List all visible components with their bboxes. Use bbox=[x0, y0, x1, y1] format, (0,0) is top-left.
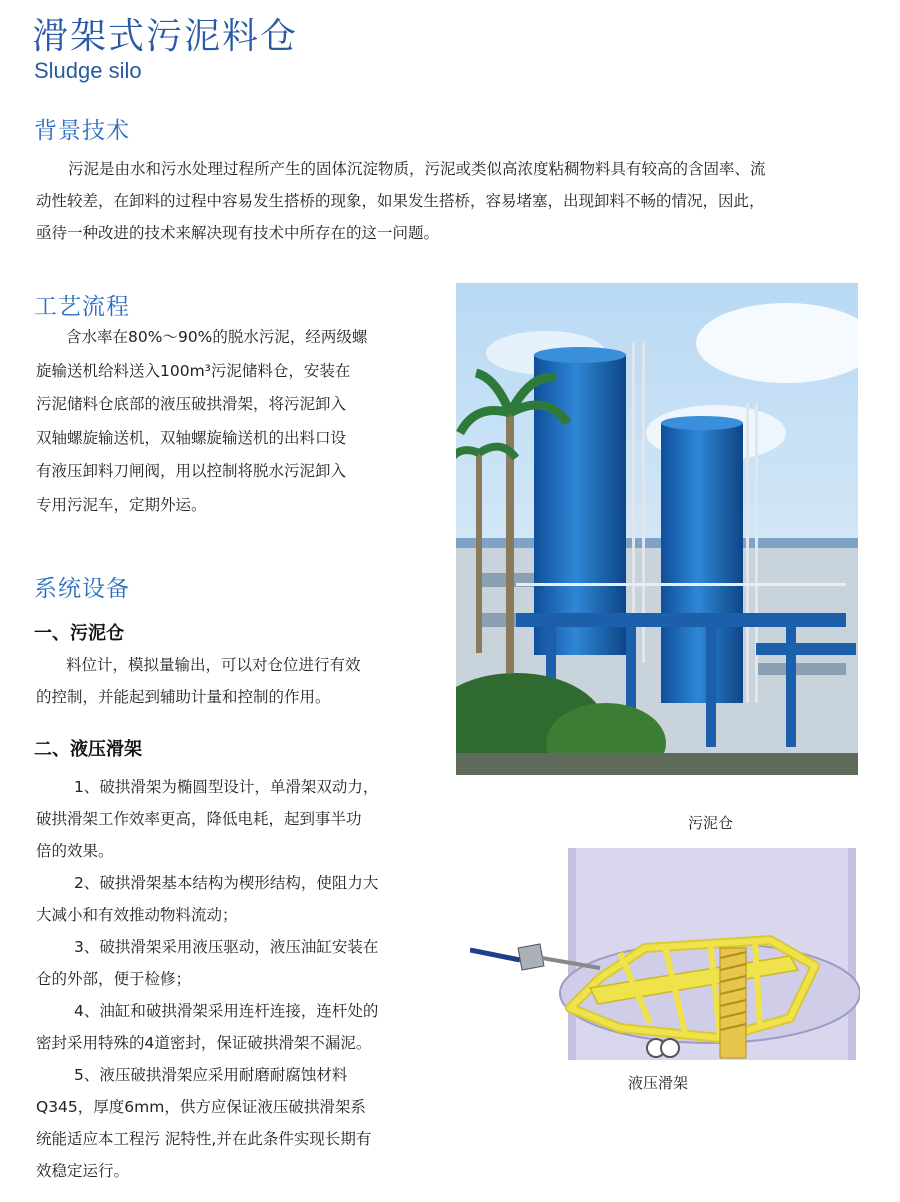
slide-line: 密封采用特殊的4道密封，保证破拱滑架不漏泥。 bbox=[36, 1034, 372, 1052]
slide-line: 5、液压破拱滑架应采用耐磨耐腐蚀材料 bbox=[74, 1066, 348, 1084]
slide-line: 仓的外部，便于检修； bbox=[36, 970, 192, 988]
photo-caption: 污泥仓 bbox=[688, 814, 734, 832]
slide-line: 破拱滑架工作效率更高，降低电耗，起到事半功 bbox=[36, 810, 362, 828]
background-line: 动性较差，在卸料的过程中容易发生搭桥的现象，如果发生搭桥，容易堵塞，出现卸料不畅的情况，因此， bbox=[36, 192, 765, 210]
background-paragraph bbox=[36, 153, 878, 249]
background-line: 亟待一种改进的技术来解决现有技术中所存在的这一问题。 bbox=[36, 224, 440, 242]
process-line: 双轴螺旋输送机，双轴螺旋输送机的出料口设 bbox=[36, 428, 347, 447]
background-line: 污泥是由水和污水处理过程所产生的固体沉淀物质，污泥或类似高浓度粘稠物料具有较高的含固率、流 bbox=[68, 160, 766, 178]
slide-paragraph bbox=[36, 771, 456, 1187]
process-line: 含水率在80%～90%的脱水污泥，经两级螺 bbox=[66, 328, 368, 346]
process-paragraph bbox=[36, 321, 436, 522]
slide-line: 4、油缸和破拱滑架采用连杆连接，连杆处的 bbox=[74, 1002, 379, 1020]
slide-line: 倍的效果。 bbox=[36, 842, 114, 860]
equipment-heading: 系统设备 bbox=[34, 576, 130, 602]
slide-line: Q345，厚度6mm，供方应保证液压破拱滑架系 bbox=[36, 1098, 366, 1116]
hydraulic-slide-diagram bbox=[470, 848, 860, 1060]
slide-line: 大减小和有效推动物料流动； bbox=[36, 906, 238, 924]
page-title: 滑架式污泥料仓 bbox=[32, 16, 299, 57]
slide-line: 效稳定运行。 bbox=[36, 1162, 130, 1180]
silo-heading: 一、污泥仓 bbox=[34, 623, 124, 644]
slide-line: 统能适应本工程污 泥特性,并在此条件实现长期有 bbox=[36, 1130, 372, 1148]
slide-line: 1、破拱滑架为椭圆型设计，单滑架双动力， bbox=[74, 778, 379, 796]
silo-paragraph bbox=[36, 649, 436, 713]
sludge-silo-photo bbox=[456, 283, 858, 775]
page-subtitle: Sludge silo bbox=[34, 58, 142, 83]
silo-line: 料位计，模拟量输出，可以对仓位进行有效 bbox=[66, 656, 361, 674]
slide-line: 2、破拱滑架基本结构为楔形结构，使阻力大 bbox=[74, 874, 379, 892]
background-heading: 背景技术 bbox=[34, 118, 130, 144]
process-line: 专用污泥车，定期外运。 bbox=[36, 495, 207, 514]
process-line: 有液压卸料刀闸阀，用以控制将脱水污泥卸入 bbox=[36, 462, 347, 480]
process-line: 旋输送机给料送入100m³污泥储料仓，安装在 bbox=[36, 361, 351, 380]
diagram-caption: 液压滑架 bbox=[628, 1074, 689, 1092]
process-line: 污泥储料仓底部的液压破拱滑架，将污泥卸入 bbox=[36, 395, 347, 413]
process-heading: 工艺流程 bbox=[34, 294, 130, 320]
slide-heading: 二、液压滑架 bbox=[34, 739, 142, 760]
silo-line: 的控制，并能起到辅助计量和控制的作用。 bbox=[36, 688, 331, 706]
slide-line: 3、破拱滑架采用液压驱动，液压油缸安装在 bbox=[74, 938, 379, 956]
